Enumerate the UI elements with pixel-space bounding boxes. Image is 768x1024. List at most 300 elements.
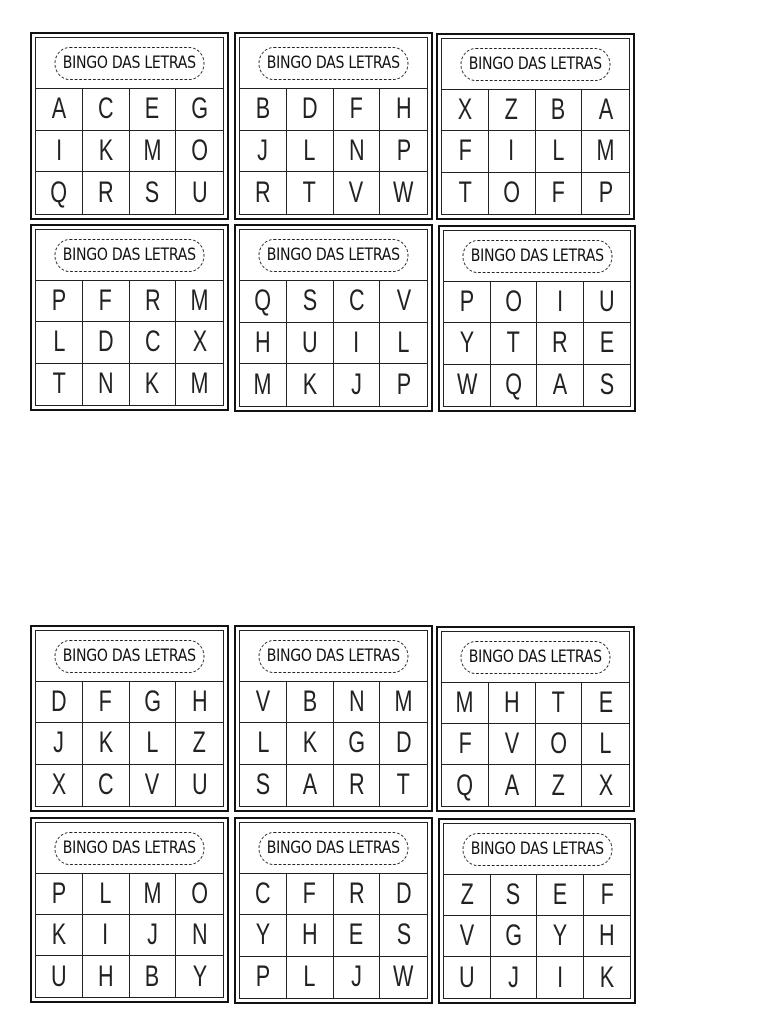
letter: F — [349, 92, 363, 126]
letter-grid — [36, 682, 223, 806]
letter: D — [51, 685, 67, 719]
letter-cell — [442, 724, 489, 765]
letter: T — [458, 176, 472, 210]
letter: R — [551, 326, 568, 360]
letter-cell — [582, 765, 629, 806]
letter: Q — [254, 284, 272, 318]
bingo-card-inner — [443, 823, 631, 999]
letter-cell — [380, 364, 427, 406]
letter-cell — [380, 957, 427, 998]
letter-cell — [537, 323, 584, 364]
letter-cell — [537, 916, 584, 957]
bingo-card-inner — [441, 631, 630, 807]
letter-cell — [130, 874, 177, 915]
letter: U — [191, 768, 208, 802]
letter-cell — [334, 682, 381, 723]
letter-cell — [582, 90, 629, 131]
letter-cell — [536, 173, 583, 214]
bingo-card — [436, 33, 635, 220]
letter-cell — [444, 282, 491, 323]
letter-cell — [287, 281, 334, 323]
bingo-card-inner — [443, 230, 631, 407]
letter-cell — [444, 957, 491, 998]
letter: R — [144, 284, 161, 318]
letter: J — [53, 726, 65, 760]
letter-cell — [287, 323, 334, 365]
bingo-card — [30, 625, 229, 812]
letter: O — [191, 877, 209, 910]
letter: L — [303, 133, 316, 167]
letter-cell — [176, 172, 223, 214]
letter: N — [348, 133, 365, 167]
letter-cell — [240, 682, 287, 723]
letter: V — [396, 284, 411, 318]
letter: U — [191, 176, 208, 210]
letter: I — [353, 325, 360, 359]
letter-cell — [537, 282, 584, 323]
letter-cell — [582, 173, 629, 214]
letter-cell — [36, 874, 83, 915]
letter: G — [143, 685, 161, 719]
bingo-card — [30, 817, 229, 1003]
letter: H — [301, 918, 318, 952]
letter: X — [192, 325, 207, 359]
card-title: BINGO DAS LETRAS — [462, 240, 612, 273]
letter: F — [551, 176, 565, 210]
letter: C — [97, 92, 114, 126]
bingo-card-inner — [239, 822, 428, 999]
bingo-card-inner — [35, 630, 224, 807]
letter: I — [102, 918, 109, 951]
letter: F — [458, 134, 472, 168]
bingo-card — [234, 224, 433, 412]
letter-cell — [36, 956, 83, 997]
letter-cell — [380, 723, 427, 764]
letter-cell — [489, 131, 536, 172]
letter: L — [552, 134, 565, 168]
letter-cell — [582, 724, 629, 765]
letter-grid — [442, 683, 629, 806]
letter-cell — [491, 323, 538, 364]
letter: L — [99, 877, 112, 910]
card-header — [240, 631, 427, 682]
letter-cell — [83, 682, 130, 723]
letter-cell — [176, 956, 223, 997]
letter-grid — [444, 282, 630, 406]
card-title: BINGO DAS LETRAS — [259, 239, 409, 272]
letter-cell — [584, 957, 631, 998]
letter-cell — [491, 365, 538, 406]
letter-cell — [240, 874, 287, 915]
letter-cell — [442, 173, 489, 214]
letter-cell — [83, 131, 130, 173]
letter: Y — [552, 919, 567, 952]
letter-cell — [536, 724, 583, 765]
letter: L — [303, 960, 316, 994]
letter: U — [301, 325, 318, 359]
letter-cell — [287, 172, 334, 214]
letter-cell — [36, 682, 83, 723]
letter-cell — [287, 131, 334, 173]
letter: N — [191, 918, 208, 951]
letter: T — [52, 367, 66, 401]
letter-cell — [489, 90, 536, 131]
letter: U — [458, 960, 475, 994]
letter: A — [552, 368, 567, 402]
letter-cell — [176, 915, 223, 956]
letter: X — [51, 768, 67, 802]
letter-cell — [83, 281, 130, 322]
letter-cell — [130, 956, 177, 997]
letter-cell — [83, 915, 130, 956]
bingo-card — [234, 32, 433, 220]
letter: Y — [255, 918, 271, 952]
letter-cell — [380, 323, 427, 365]
letter-cell — [36, 172, 83, 214]
card-header — [36, 631, 223, 682]
letter: D — [97, 325, 114, 359]
letter: I — [508, 134, 515, 168]
letter: A — [504, 768, 519, 802]
letter-cell — [240, 323, 287, 365]
letter: R — [97, 176, 114, 210]
letter-cell — [334, 172, 381, 214]
letter: H — [395, 92, 412, 126]
letter-grid — [36, 874, 223, 997]
letter: G — [504, 919, 522, 952]
letter: K — [98, 133, 113, 167]
letter-cell — [584, 323, 631, 364]
letter: I — [556, 960, 563, 994]
letter: A — [51, 92, 67, 126]
letter-cell — [442, 90, 489, 131]
bingo-card-inner — [239, 37, 428, 215]
letter-cell — [584, 282, 631, 323]
letter: Q — [504, 368, 522, 402]
letter-cell — [36, 131, 83, 173]
letter-cell — [287, 957, 334, 998]
card-header — [36, 823, 223, 874]
letter-cell — [176, 765, 223, 806]
letter-cell — [491, 282, 538, 323]
letter: M — [596, 134, 615, 168]
letter: P — [396, 133, 411, 167]
letter-cell — [130, 765, 177, 806]
letter-cell — [130, 364, 177, 405]
letter-cell — [489, 173, 536, 214]
letter: X — [598, 768, 613, 802]
letter: B — [551, 93, 566, 127]
letter: S — [599, 368, 614, 402]
letter-cell — [442, 131, 489, 172]
letter: S — [506, 878, 521, 911]
letter-cell — [334, 323, 381, 365]
letter-cell — [584, 916, 631, 957]
letter-cell — [36, 364, 83, 405]
letter: L — [397, 325, 410, 359]
letter: R — [255, 176, 271, 210]
letter: C — [97, 768, 114, 802]
letter-cell — [334, 957, 381, 998]
letter-grid — [240, 89, 427, 214]
card-title: BINGO DAS LETRAS — [259, 47, 409, 80]
letter-cell — [176, 723, 223, 764]
letter: S — [302, 284, 317, 318]
letter-cell — [240, 89, 287, 131]
letter: S — [396, 918, 411, 952]
letter-grid — [240, 682, 427, 806]
card-header — [444, 824, 630, 875]
letter-cell — [489, 765, 536, 806]
letter-cell — [444, 916, 491, 957]
bingo-card — [30, 224, 229, 411]
letter-grid — [36, 281, 223, 405]
letter: F — [99, 685, 113, 719]
letter-cell — [130, 723, 177, 764]
letter: M — [190, 367, 209, 401]
letter: M — [143, 877, 162, 910]
letter: D — [395, 726, 412, 760]
letter-cell — [240, 723, 287, 764]
letter: B — [302, 685, 317, 719]
bingo-card-inner — [35, 822, 224, 998]
letter: P — [51, 284, 67, 318]
letter-cell — [537, 365, 584, 406]
letter-cell — [130, 131, 177, 173]
letter-cell — [130, 281, 177, 322]
letter-grid — [442, 90, 629, 214]
letter: J — [507, 960, 519, 994]
letter: K — [51, 918, 67, 951]
letter-cell — [536, 765, 583, 806]
letter-cell — [380, 172, 427, 214]
letter: Z — [460, 878, 474, 911]
letter-cell — [176, 874, 223, 915]
letter: N — [348, 685, 365, 719]
letter: E — [598, 686, 613, 719]
letter-cell — [287, 765, 334, 806]
letter: D — [301, 92, 318, 126]
letter-cell — [287, 874, 334, 915]
card-header — [36, 38, 223, 89]
letter: L — [146, 726, 159, 760]
card-title: BINGO DAS LETRAS — [461, 48, 611, 81]
letter-cell — [491, 957, 538, 998]
letter: M — [253, 368, 272, 402]
letter: Z — [551, 768, 565, 802]
bingo-card-inner — [35, 229, 224, 406]
letter-cell — [582, 131, 629, 172]
letter: E — [599, 326, 614, 360]
letter-cell — [380, 682, 427, 723]
letter-cell — [36, 723, 83, 764]
letter: V — [349, 176, 364, 210]
bingo-card — [234, 817, 433, 1004]
letter: J — [350, 960, 362, 994]
letter-cell — [176, 322, 223, 363]
letter-cell — [536, 131, 583, 172]
letter-cell — [536, 90, 583, 131]
letter: O — [549, 727, 567, 760]
letter-cell — [240, 172, 287, 214]
letter: X — [457, 93, 473, 127]
letter-cell — [287, 682, 334, 723]
letter-cell — [176, 281, 223, 322]
letter: P — [255, 960, 271, 994]
letter: F — [303, 877, 317, 911]
card-header — [240, 230, 427, 281]
letter: H — [255, 325, 271, 359]
letter: C — [144, 325, 161, 359]
letter-cell — [83, 322, 130, 363]
letter-cell — [442, 765, 489, 806]
letter-cell — [176, 364, 223, 405]
bingo-card-inner — [441, 38, 630, 215]
letter: O — [503, 176, 521, 210]
letter-cell — [130, 915, 177, 956]
letter: T — [506, 326, 520, 360]
letter: L — [52, 325, 65, 359]
letter: F — [600, 878, 614, 911]
card-title: BINGO DAS LETRAS — [462, 833, 612, 866]
card-title: BINGO DAS LETRAS — [55, 47, 205, 80]
letter-cell — [176, 682, 223, 723]
letter-cell — [130, 89, 177, 131]
letter-cell — [489, 724, 536, 765]
bingo-card-inner — [35, 37, 224, 215]
letter: F — [99, 284, 113, 318]
letter: M — [143, 133, 162, 167]
letter: H — [503, 686, 520, 719]
bingo-card — [30, 32, 229, 220]
bingo-card-inner — [239, 229, 428, 407]
letter: L — [599, 727, 612, 760]
letter-cell — [444, 875, 491, 916]
letter-grid — [36, 89, 223, 214]
letter: E — [145, 92, 160, 126]
letter: Z — [505, 93, 519, 127]
letter-cell — [491, 875, 538, 916]
letter-cell — [489, 683, 536, 724]
letter: Q — [456, 768, 474, 802]
letter: Q — [50, 176, 68, 210]
letter-cell — [240, 957, 287, 998]
letter-cell — [287, 364, 334, 406]
card-header — [240, 38, 427, 89]
letter: W — [393, 960, 414, 994]
letter: W — [393, 176, 414, 210]
letter-cell — [380, 89, 427, 131]
letter-cell — [334, 364, 381, 406]
letter-cell — [36, 281, 83, 322]
letter-cell — [334, 874, 381, 915]
letter-cell — [380, 915, 427, 956]
letter: W — [456, 368, 477, 402]
letter-cell — [83, 723, 130, 764]
letter: O — [191, 133, 209, 167]
letter: E — [552, 878, 567, 911]
letter-cell — [287, 723, 334, 764]
card-header — [442, 39, 629, 90]
card-title: BINGO DAS LETRAS — [55, 832, 205, 865]
letter-cell — [537, 875, 584, 916]
letter-cell — [176, 131, 223, 173]
card-title: BINGO DAS LETRAS — [55, 239, 205, 272]
letter: V — [145, 768, 160, 802]
letter: E — [349, 918, 364, 952]
letter: J — [257, 133, 269, 167]
letter: J — [350, 368, 362, 402]
letter: K — [599, 960, 614, 994]
letter-cell — [537, 957, 584, 998]
letter: K — [98, 726, 113, 760]
letter-cell — [584, 875, 631, 916]
card-header — [444, 231, 630, 282]
letter: S — [255, 768, 271, 802]
card-header — [36, 230, 223, 281]
letter: N — [97, 367, 114, 401]
letter: B — [145, 959, 160, 993]
bingo-card — [436, 626, 635, 812]
letter-cell — [240, 765, 287, 806]
letter: V — [504, 727, 519, 760]
letter: O — [504, 285, 522, 319]
letter: T — [551, 686, 565, 719]
letter-cell — [83, 956, 130, 997]
letter-cell — [36, 765, 83, 806]
letter: T — [397, 768, 411, 802]
letter-cell — [130, 172, 177, 214]
letter-cell — [334, 765, 381, 806]
letter-cell — [36, 89, 83, 131]
letter: R — [348, 768, 365, 802]
letter: D — [395, 877, 412, 911]
letter-cell — [83, 172, 130, 214]
letter: V — [255, 685, 271, 719]
letter: H — [598, 919, 615, 952]
letter: C — [348, 284, 365, 318]
letter-cell — [444, 365, 491, 406]
letter-cell — [83, 364, 130, 405]
letter: G — [347, 726, 365, 760]
letter-cell — [584, 365, 631, 406]
letter-cell — [287, 89, 334, 131]
bingo-card — [234, 625, 433, 812]
letter: B — [255, 92, 271, 126]
letter: H — [97, 959, 114, 993]
letter: I — [556, 285, 563, 319]
letter: P — [459, 285, 474, 319]
letter: T — [303, 176, 317, 210]
letter-grid — [240, 874, 427, 998]
letter-cell — [444, 323, 491, 364]
letter: M — [190, 284, 209, 318]
letter-cell — [582, 683, 629, 724]
letter-cell — [334, 89, 381, 131]
letter: G — [191, 92, 209, 126]
letter-grid — [240, 281, 427, 406]
letter-cell — [240, 915, 287, 956]
letter: Y — [192, 959, 207, 993]
letter: U — [51, 959, 67, 993]
letter-cell — [380, 131, 427, 173]
letter-cell — [130, 682, 177, 723]
letter-cell — [380, 765, 427, 806]
letter-cell — [442, 683, 489, 724]
letter-cell — [334, 131, 381, 173]
letter-cell — [491, 916, 538, 957]
letter-cell — [130, 322, 177, 363]
